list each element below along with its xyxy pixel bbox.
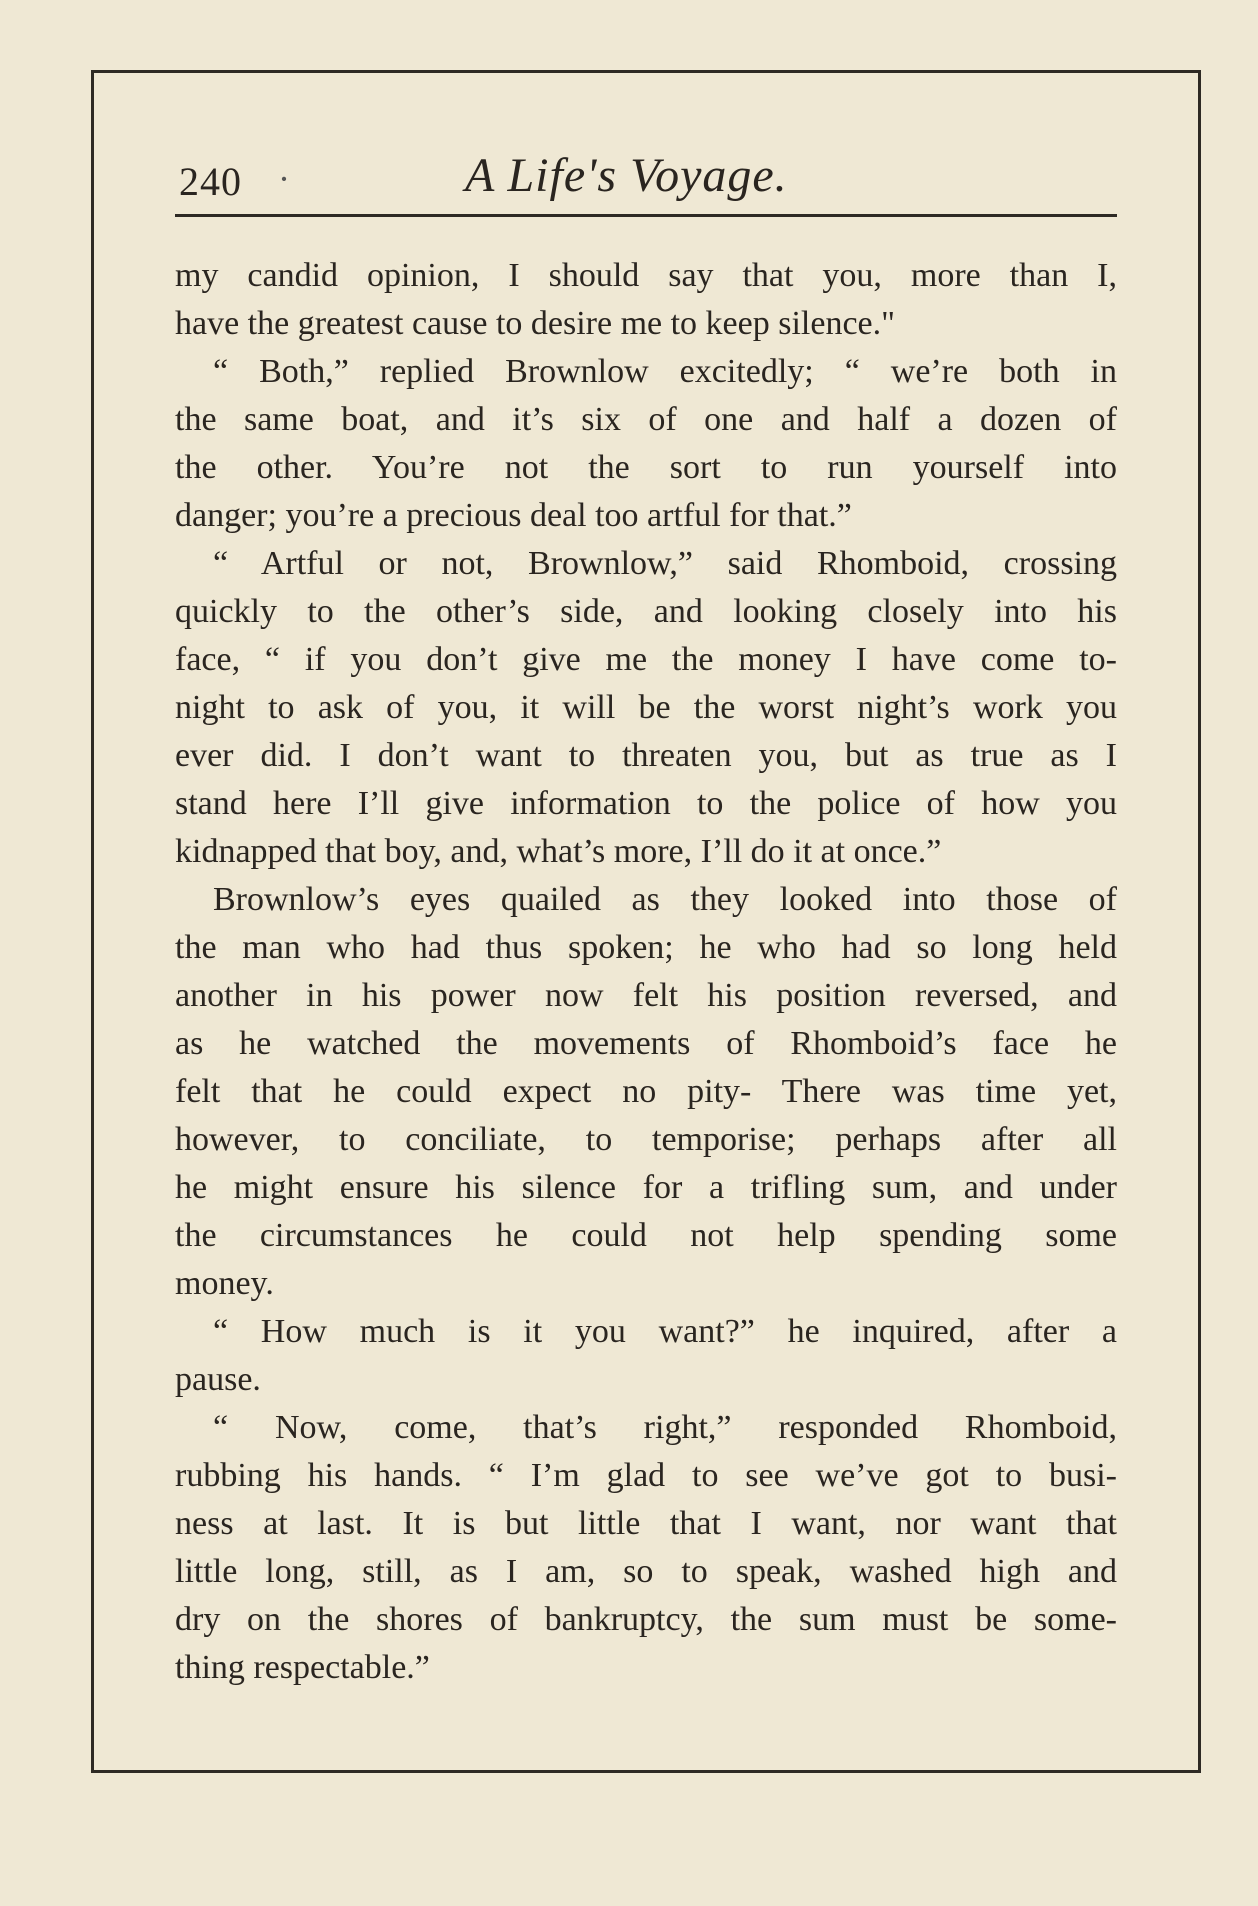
text-line: thing respectable.” [175, 1649, 430, 1686]
text-line: the man who had thus spoken; he who had so long held [175, 929, 1117, 966]
text-line: “ Both,” replied Brownlow excitedly; “ we’re both in [213, 353, 1117, 390]
text-line: rubbing his hands. “ I’m glad to see we’ve got to busi- [175, 1457, 1117, 1494]
text-line: night to ask of you, it will be the worst night’s work you [175, 689, 1117, 726]
text-line: however, to conciliate, to temporise; perhaps after all [175, 1121, 1117, 1158]
text-line: the other. You’re not the sort to run yourself into [175, 449, 1117, 486]
text-line: “ Now, come, that’s right,” responded Rhomboid, [213, 1409, 1117, 1446]
text-line: my candid opinion, I should say that you, more than I, [175, 257, 1117, 294]
text-line: another in his power now felt his position reversed, and [175, 977, 1117, 1014]
text-line: “ How much is it you want?” he inquired, after a [213, 1313, 1117, 1350]
text-line: little long, still, as I am, so to speak, washed high and [175, 1553, 1117, 1590]
body-text [175, 252, 1117, 1692]
text-line: felt that he could expect no pity- There was time yet, [175, 1073, 1117, 1110]
text-line: dry on the shores of bankruptcy, the sum must be some- [175, 1601, 1117, 1638]
text-line: the circumstances he could not help spending some [175, 1217, 1117, 1254]
text-line: pause. [175, 1361, 261, 1398]
text-line: face, “ if you don’t give me the money I have come to- [175, 641, 1117, 678]
text-line: “ Artful or not, Brownlow,” said Rhomboid, crossing [213, 545, 1117, 582]
text-line: have the greatest cause to desire me to keep silence." [175, 305, 896, 342]
header-rule [175, 214, 1117, 217]
text-line: as he watched the movements of Rhomboid’s face he [175, 1025, 1117, 1062]
text-line: kidnapped that boy, and, what’s more, I’ll do it at once.” [175, 833, 942, 870]
text-line: danger; you’re a precious deal too artful for that.” [175, 497, 852, 534]
text-line: stand here I’ll give information to the police of how you [175, 785, 1117, 822]
running-title: A Life's Voyage. [465, 149, 788, 202]
text-line: ness at last. It is but little that I want, nor want that [175, 1505, 1117, 1542]
text-line: money. [175, 1265, 274, 1302]
page-header [175, 150, 1117, 210]
text-line: quickly to the other’s side, and looking closely into his [175, 593, 1117, 630]
text-line: he might ensure his silence for a trifling sum, and under [175, 1169, 1117, 1206]
text-line: Brownlow’s eyes quailed as they looked into those of [213, 881, 1117, 918]
text-line: ever did. I don’t want to threaten you, but as true as I [175, 737, 1117, 774]
page-number: 240 [179, 159, 242, 204]
header-separator: · [278, 159, 290, 199]
text-line: the same boat, and it’s six of one and half a dozen of [175, 401, 1117, 438]
